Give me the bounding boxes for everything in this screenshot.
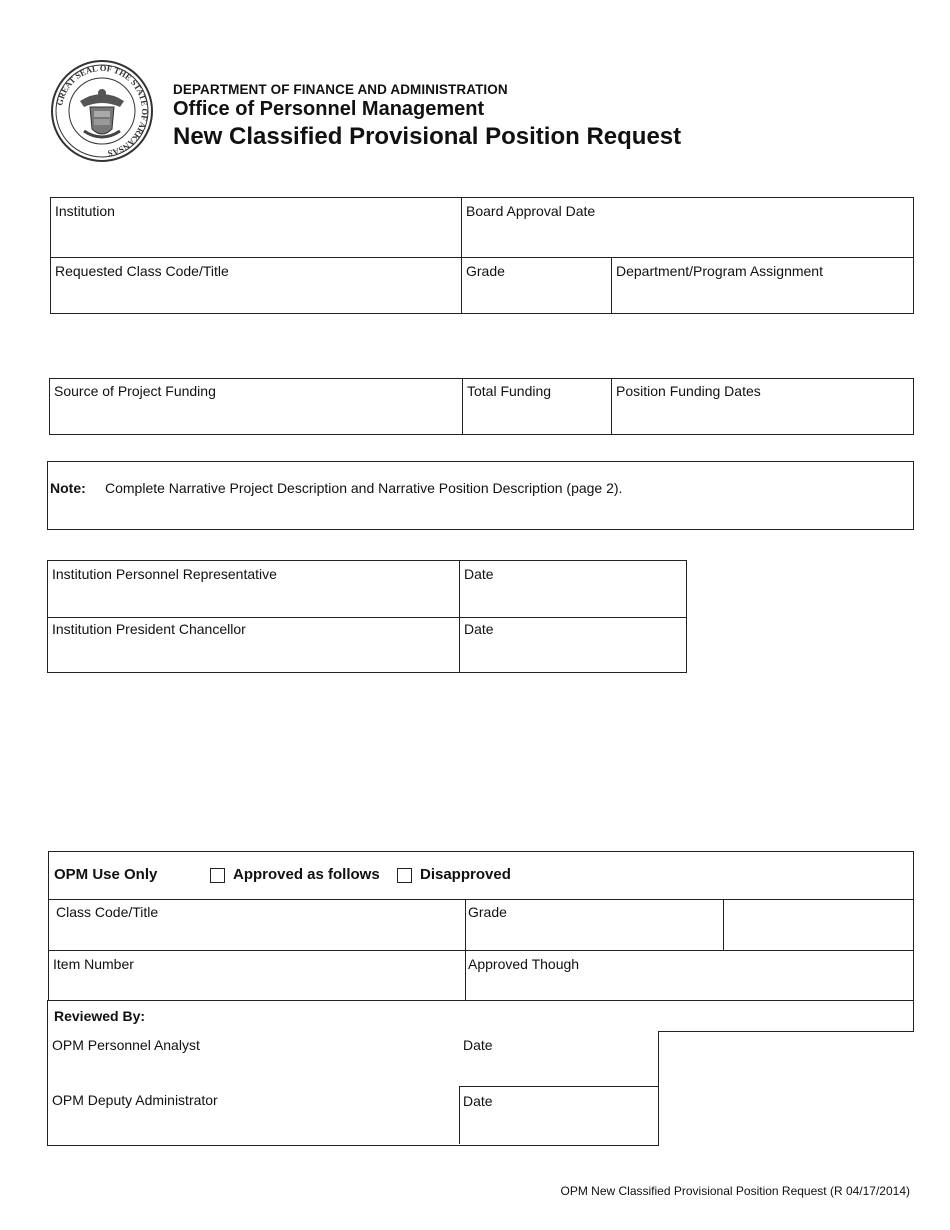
item-number-field[interactable]: Item Number [53, 956, 134, 972]
office-heading: Office of Personnel Management [173, 98, 485, 120]
approved-though-field[interactable]: Approved Though [468, 956, 580, 972]
state-seal-logo [50, 59, 154, 163]
requested-class-code-field[interactable]: Requested Class Code/Title [55, 263, 229, 279]
approved-label: Approved as follows [233, 866, 380, 883]
deputy-administrator-field[interactable]: OPM Deputy Administrator [52, 1092, 218, 1108]
approved-checkbox[interactable] [210, 868, 225, 883]
note-label: Note: [50, 480, 86, 496]
president-date-field[interactable]: Date [464, 621, 494, 637]
institution-field[interactable]: Institution [55, 203, 115, 219]
opm-use-only-label: OPM Use Only [54, 866, 158, 883]
total-funding-field[interactable]: Total Funding [467, 383, 552, 399]
form-title: New Classified Provisional Position Request [173, 123, 682, 150]
form-footer: OPM New Classified Provisional Position Request (R 04/17/2014) [560, 1184, 910, 1198]
disapproved-label: Disapproved [420, 866, 511, 883]
position-funding-dates-field[interactable]: Position Funding Dates [616, 383, 761, 399]
president-field[interactable]: Institution President Chancellor [52, 621, 246, 637]
opm-grade-field[interactable]: Grade [468, 904, 507, 920]
source-of-funding-field[interactable]: Source of Project Funding [54, 383, 216, 399]
personnel-rep-field[interactable]: Institution Personnel Representative [52, 566, 277, 582]
note-text: Complete Narrative Project Description and Narrative Position Description (page 2). [105, 480, 623, 496]
opm-class-code-field[interactable]: Class Code/Title [56, 904, 159, 920]
board-approval-date-field[interactable]: Board Approval Date [466, 203, 596, 219]
svg-text:GREAT SEAL OF THE STATE OF ARK: GREAT SEAL OF THE STATE OF ARKANSAS [54, 62, 151, 159]
department-heading: DEPARTMENT OF FINANCE AND ADMINISTRATION [173, 82, 508, 97]
personnel-analyst-field[interactable]: OPM Personnel Analyst [52, 1037, 200, 1053]
personnel-rep-date-field[interactable]: Date [464, 566, 494, 582]
grade-field[interactable]: Grade [466, 263, 505, 279]
disapproved-checkbox[interactable] [397, 868, 412, 883]
deputy-administrator-date-field[interactable]: Date [463, 1093, 493, 1109]
department-program-field[interactable]: Department/Program Assignment [616, 263, 823, 279]
personnel-analyst-date-field[interactable]: Date [463, 1037, 493, 1053]
reviewed-by-bar [47, 1000, 914, 1032]
reviewed-by-label: Reviewed By: [54, 1008, 146, 1024]
